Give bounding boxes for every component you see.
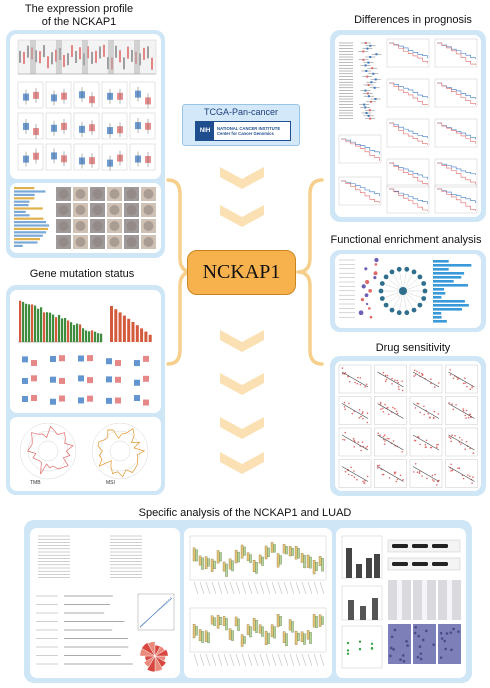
flow-chevron	[220, 330, 264, 352]
radar-left-label: TMB	[30, 480, 41, 486]
prognosis-title: Differences in prognosis	[354, 14, 472, 26]
enrichment-title: Functional enrichment analysis	[330, 234, 482, 246]
radar-right-label: MSI	[106, 480, 115, 486]
specific-analysis-title: Specific analysis of the NCKAP1 and LUAD	[138, 507, 352, 519]
nih-logo-icon: NIH	[196, 122, 214, 140]
tcga-source-box	[182, 104, 300, 146]
nci-logo-text: NATIONAL CANCER INSTITUTE Center for Cancer Genomics	[217, 126, 281, 136]
flow-chevron	[220, 373, 264, 395]
right-bracket	[298, 180, 322, 364]
nci-logo	[195, 121, 291, 141]
flow-chevron	[220, 205, 264, 227]
flow-chevron	[220, 417, 264, 439]
drug-sensitivity-title: Drug sensitivity	[375, 342, 451, 354]
flow-chevron	[220, 167, 264, 189]
flow-chevron	[220, 452, 264, 474]
expression-profile-title: The expression profile of the NCKAP1	[24, 3, 134, 28]
tcga-label: TCGA-Pan-cancer	[203, 107, 279, 117]
nckap1-center-node: NCKAP1	[187, 250, 296, 295]
gene-mutation-title: Gene mutation status	[29, 268, 135, 280]
